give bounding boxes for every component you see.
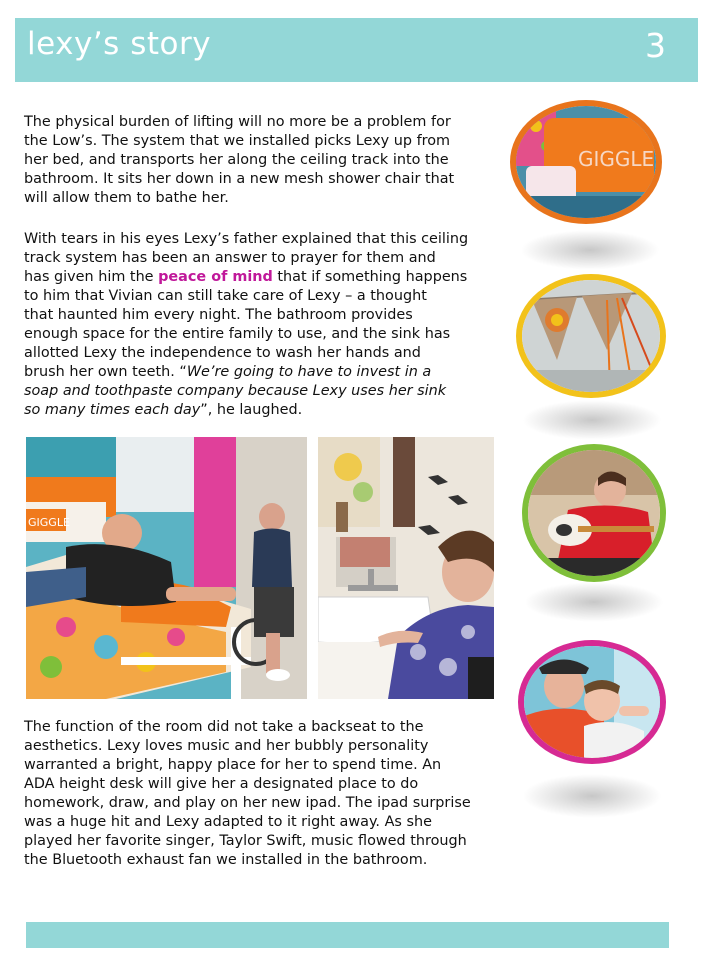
pillow-text: GIGGLE	[578, 147, 655, 171]
photo-bedroom	[26, 437, 307, 699]
circle-shadow	[520, 230, 660, 270]
text-line: homework, draw, and play on her new ipad. The ipad surprise	[24, 795, 471, 811]
photo-bathroom-illustration	[318, 437, 494, 699]
text-line	[24, 401, 504, 420]
hug-illustration	[524, 646, 660, 758]
photo-bathroom-sink	[318, 437, 494, 699]
text-line: played her favorite singer, Taylor Swift, music flowed through	[24, 833, 467, 849]
header-bar	[15, 18, 698, 82]
circle-photo-guitar	[522, 444, 666, 582]
bunting-illustration	[522, 280, 660, 392]
text-line: With tears in his eyes Lexy’s father explained that this ceiling	[24, 231, 469, 247]
text-line: the Low’s. The system that we installed picks Lexy up from	[24, 133, 451, 149]
emphasis-peace-of-mind: peace of mind	[158, 269, 273, 285]
text-line	[24, 363, 504, 382]
paragraph-aesthetics	[24, 718, 504, 870]
text-line: that haunted him every night. The bathroom provides	[24, 307, 413, 323]
quote-fragment: We’re going to have to invest in a	[186, 364, 432, 380]
text-line: The function of the room did not take a backseat to the	[24, 719, 424, 735]
text-line: the Bluetooth exhaust fan we installed in the bathroom.	[24, 852, 428, 868]
text-fragment: ”, he laughed.	[200, 402, 303, 418]
text-line: warranted a bright, happy place for her to spend time. An	[24, 757, 442, 773]
circle-photo-hug	[518, 640, 666, 764]
quote-line: soap and toothpaste company because Lexy uses her sink	[24, 383, 447, 399]
text-line	[24, 268, 504, 287]
text-line: The physical burden of lifting will no more be a problem for	[24, 114, 451, 130]
paragraph-lift-system	[24, 113, 504, 208]
text-line: bathroom. It sits her down in a new mesh shower chair that	[24, 171, 455, 187]
circle-shadow	[522, 774, 662, 818]
text-line: aesthetics. Lexy loves music and her bubbly personality	[24, 738, 429, 754]
circle-shadow	[524, 582, 664, 622]
text-fragment: has given him the	[24, 269, 159, 285]
text-line: ADA height desk will give her a designated place to do	[24, 776, 419, 792]
text-line: will allow them to bathe her.	[24, 190, 229, 206]
paragraph-father-quote	[24, 230, 504, 420]
page-number: 3	[645, 26, 666, 65]
page-title: lexy’s story	[27, 26, 212, 62]
text-line: to him that Vivian can still take care of Lexy – a thought	[24, 288, 427, 304]
circle-shadow	[522, 400, 662, 440]
pillow-text: GIGGLE	[28, 516, 70, 529]
footer-bar	[26, 922, 669, 948]
guitar-illustration	[528, 450, 660, 576]
text-line: was a huge hit and Lexy adapted to it right away. As she	[24, 814, 432, 830]
photo-bedroom-illustration	[26, 437, 307, 699]
text-line: track system has been an answer to prayer for them and	[24, 250, 436, 266]
circle-photo-pillow	[510, 100, 662, 224]
text-fragment: that if something happens	[272, 269, 468, 285]
quote-fragment: so many times each day	[24, 402, 201, 418]
text-fragment: brush her own teeth. “	[24, 364, 187, 380]
circle-photo-bunting	[516, 274, 666, 398]
text-line: allotted Lexy the independence to wash her hands and	[24, 345, 421, 361]
text-line: her bed, and transports her along the ceiling track into the	[24, 152, 449, 168]
text-line: enough space for the entire family to use, and the sink has	[24, 326, 451, 342]
pillow-illustration	[516, 106, 656, 218]
